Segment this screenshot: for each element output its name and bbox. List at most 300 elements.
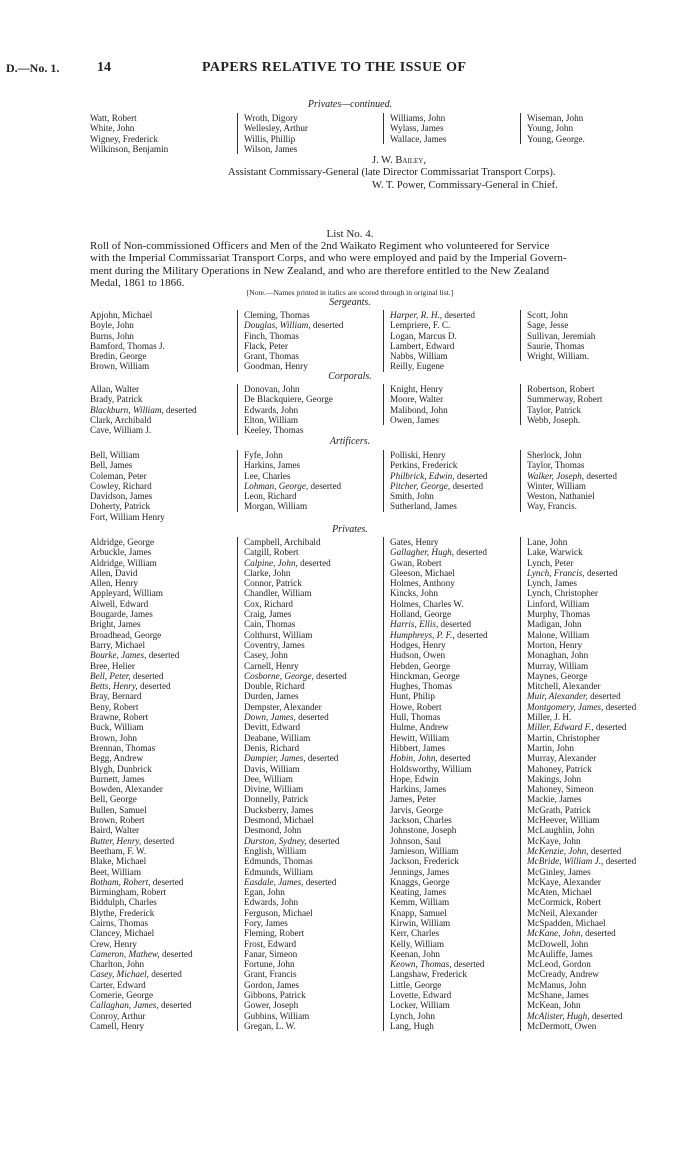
roll-entry [90, 990, 193, 1000]
roll-entry [527, 630, 636, 640]
roll-entry [390, 537, 488, 547]
roll-entry [244, 743, 347, 753]
roll-entry [527, 877, 636, 887]
person-name: Lovette, Edward [390, 990, 452, 1001]
top-block-heading: Privates—continued. [307, 99, 393, 110]
roll-entry [244, 702, 347, 712]
person-name: Sutherland, James [390, 501, 457, 512]
person-name: Carnell, Henry [244, 660, 299, 671]
roll-entry [527, 640, 636, 650]
person-name: Egan, John [244, 887, 285, 898]
roll-entry [244, 341, 344, 351]
roll-entry [527, 113, 585, 123]
roll-entry [244, 471, 341, 481]
roll-entry [390, 877, 488, 887]
person-name: Bullen, Samuel [90, 804, 147, 815]
person-name: Hudson, Owen [390, 650, 446, 661]
roll-entry [90, 794, 193, 804]
person-name: Gwan, Robert [390, 557, 442, 568]
roll-entry [527, 320, 595, 330]
person-name: Charlton, John [90, 959, 145, 970]
roll-entry [390, 825, 488, 835]
status-note: deserted [306, 835, 340, 846]
roll-entry [90, 481, 165, 491]
person-name: Grant, Francis [244, 969, 297, 980]
person-name: Durden, James [244, 691, 299, 702]
person-name: Morton, Henry [527, 639, 583, 650]
roll-entry [390, 415, 448, 425]
roll-entry [527, 491, 617, 501]
roll-entry [527, 578, 636, 588]
person-name: Polliski, Henry [390, 450, 446, 460]
person-name: Keenan, John [390, 948, 441, 959]
roll-entry [390, 671, 488, 681]
roll-entry [527, 405, 602, 415]
person-name: Grant, Thomas [244, 351, 299, 362]
countersignature: W. T. Power, Commissary-General in Chief. [372, 180, 558, 191]
person-name: Cave, William J. [90, 425, 152, 436]
roll-entry [527, 836, 636, 846]
roll-entry [90, 558, 193, 568]
person-name: Gibbons, Patrick [244, 990, 306, 1001]
roll-entry [527, 310, 595, 320]
status-note: deserted [584, 470, 617, 481]
person-name: Kerr, Charles [390, 928, 440, 939]
person-name: Desmond, John [244, 825, 302, 836]
roll-entry [527, 887, 636, 897]
status-note: deserted [593, 722, 627, 733]
roll-entry [244, 928, 347, 938]
roll-entry [244, 460, 341, 470]
person-name: Cain, Thomas [244, 619, 296, 630]
roll-entry [244, 856, 347, 866]
roll-entry [244, 671, 347, 681]
person-name: McCready, Andrew [527, 969, 599, 980]
roll-entry [527, 588, 636, 598]
person-name: Gleeson, Michael [390, 567, 455, 578]
person-name: Lambert, Edward [390, 340, 455, 351]
roll-entry [390, 897, 488, 907]
person-name: Hunt, Philip [390, 691, 435, 702]
person-name: Holdsworthy, William [390, 763, 472, 774]
roll-entry [527, 1021, 636, 1031]
status-note: deserted [450, 480, 484, 491]
person-name: Watt, Robert [90, 113, 137, 123]
person-name: Bowden, Alexander [90, 784, 163, 795]
roll-entry [527, 537, 636, 547]
roll-entry [244, 969, 347, 979]
roll-entry [390, 753, 488, 763]
roll-entry [527, 415, 602, 425]
person-name: Gower, Joseph [244, 1000, 299, 1011]
person-name: Donnelly, Patrick [244, 794, 309, 805]
status-note: deserted [159, 948, 193, 959]
person-name: Jackson, Charles [390, 815, 452, 826]
person-name: Aldridge, George [90, 537, 155, 547]
editorial-note: [Note.—Names printed in italics are scored through in original list.] [246, 288, 454, 297]
person-name: Betts, Henry, [90, 681, 138, 692]
status-note: deserted [305, 753, 339, 764]
roll-entry [90, 619, 193, 629]
roll-entry [390, 588, 488, 598]
roll-entry [390, 460, 487, 470]
roll-entry [527, 331, 595, 341]
person-name: Hodges, Henry [390, 639, 446, 650]
roll-entry [390, 733, 488, 743]
name-column [237, 450, 341, 512]
person-name: Jennings, James [390, 866, 450, 877]
name-column [90, 537, 193, 1031]
intro-line: Medal, 1861 to 1866. [90, 277, 185, 290]
roll-entry [90, 640, 193, 650]
roll-entry [390, 743, 488, 753]
person-name: Apjohn, Michael [90, 310, 153, 320]
roll-entry [390, 856, 488, 866]
person-name: Madigan, John [527, 619, 582, 630]
name-column [237, 537, 347, 1031]
roll-entry [527, 650, 636, 660]
person-name: Crew, Henry [90, 938, 137, 949]
roll-entry [244, 908, 347, 918]
roll-entry [390, 867, 488, 877]
person-name: Arbuckle, James [90, 547, 152, 558]
person-name: Johnstone, Joseph [390, 825, 457, 836]
person-name: Edwards, John [244, 897, 299, 908]
person-name: Perkins, Frederick [390, 460, 458, 471]
person-name: Deabane, William [244, 732, 311, 743]
person-name: Keown, Thomas, [390, 959, 452, 970]
person-name: Harris, Ellis, [390, 619, 439, 630]
name-column [520, 384, 602, 425]
person-name: Aldridge, William [90, 557, 157, 568]
person-name: Blake, Michael [90, 856, 147, 867]
roll-entry [527, 918, 636, 928]
roll-entry [527, 501, 617, 511]
roll-entry [244, 980, 347, 990]
roll-entry [244, 630, 347, 640]
person-name: Gates, Henry [390, 537, 439, 547]
name-column [520, 450, 617, 512]
person-name: Lee, Charles [244, 470, 291, 481]
person-name: Beetham, F. W. [90, 845, 147, 856]
person-name: Buck, William [90, 722, 144, 733]
roll-entry [90, 144, 168, 154]
person-name: Hebden, George [390, 660, 451, 671]
person-name: McHeever, William [527, 815, 600, 826]
status-note: deserted [163, 404, 197, 415]
roll-entry [390, 630, 488, 640]
status-note: deserted [313, 670, 347, 681]
person-name: McAlister, Hugh, [527, 1010, 590, 1021]
person-name: Finch, Thomas [244, 330, 299, 341]
signature-name: J. W. Bailey, [372, 155, 426, 166]
person-name: Douglas, William, [244, 320, 311, 331]
person-name: Coleman, Peter [90, 470, 147, 481]
roll-entry [244, 939, 347, 949]
roll-entry [244, 784, 347, 794]
person-name: English, William [244, 845, 307, 856]
roll-entry [390, 310, 475, 320]
roll-entry [527, 1011, 636, 1021]
person-name: Muir, Alexander, [527, 691, 588, 702]
roll-entry [90, 415, 197, 425]
person-name: Broadhead, George [90, 629, 162, 640]
status-note: deserted [584, 567, 618, 578]
signature-title: Assistant Commissary-General (late Director Commissariat Transport Corps). [228, 167, 556, 178]
roll-entry [390, 681, 488, 691]
person-name: Webb, Joseph. [527, 414, 581, 425]
person-name: Casey, Michael, [90, 969, 149, 980]
roll-entry [90, 712, 193, 722]
roll-entry [390, 691, 488, 701]
roll-entry [90, 450, 165, 460]
person-name: Blackburn, William, [90, 404, 164, 415]
person-name: Jackson, Frederick [390, 856, 459, 867]
person-name: McKenzie, John, [527, 845, 589, 856]
person-name: Down, James, [244, 712, 296, 723]
person-name: Philbrick, Edwin, [390, 470, 455, 481]
name-column [90, 310, 165, 372]
roll-entry [390, 661, 488, 671]
person-name: Dempster, Alexander [244, 701, 322, 712]
roll-entry [390, 501, 487, 511]
roll-entry [527, 959, 636, 969]
person-name: Elton, William [244, 414, 299, 425]
person-name: Wallace, James [390, 133, 447, 144]
roll-entry [90, 825, 193, 835]
roll-entry [90, 568, 193, 578]
roll-entry [390, 471, 487, 481]
roll-entry [90, 733, 193, 743]
roll-entry [390, 1021, 488, 1031]
person-name: Beny, Robert [90, 701, 139, 712]
roll-entry [527, 471, 617, 481]
roll-entry [527, 568, 636, 578]
roll-entry [527, 949, 636, 959]
person-name: McBride, William J., [527, 856, 604, 867]
person-name: Denis, Richard [244, 742, 300, 753]
person-name: Wroth, Digory [244, 113, 298, 123]
roll-entry [90, 722, 193, 732]
roll-entry [244, 123, 308, 133]
roll-entry [527, 619, 636, 629]
person-name: Young, John [527, 123, 574, 134]
person-name: Martin, John [527, 742, 574, 753]
person-name: Donovan, John [244, 384, 300, 394]
person-name: McDowell, John [527, 938, 589, 949]
person-name: Taylor, Thomas [527, 460, 585, 471]
roll-entry [90, 867, 193, 877]
person-name: Murray, William [527, 660, 589, 671]
person-name: Hibbert, James [390, 742, 446, 753]
roll-entry [390, 846, 488, 856]
person-name: Wilson, James [244, 143, 298, 154]
person-name: Connor, Patrick [244, 578, 302, 589]
roll-entry [527, 609, 636, 619]
roll-entry [527, 712, 636, 722]
person-name: Summerway, Robert [527, 394, 603, 405]
person-name: Desmond, Michael [244, 815, 314, 826]
person-name: Willis, Phillip [244, 133, 296, 144]
status-note: deserted [442, 310, 475, 320]
status-note: deserted [437, 753, 471, 764]
person-name: Gallagher, Hugh, [390, 547, 455, 558]
person-name: Humphreys, P. F., [390, 629, 455, 640]
roll-entry [390, 764, 488, 774]
person-name: McCormick, Robert [527, 897, 601, 908]
corporals-heading: Corporals. [328, 371, 372, 382]
roll-entry [390, 980, 488, 990]
roll-entry [390, 123, 446, 133]
person-name: Malibond, John [390, 404, 448, 415]
roll-entry [244, 722, 347, 732]
person-name: Winter, William [527, 480, 586, 491]
person-name: McManus, John [527, 979, 587, 990]
person-name: Lynch, James [527, 578, 578, 589]
roll-entry [527, 671, 636, 681]
person-name: Bell, Peter, [90, 670, 131, 681]
person-name: Appleyard, William [90, 588, 163, 599]
roll-entry [90, 743, 193, 753]
person-name: Fory, James [244, 917, 288, 928]
person-name: Linford, William [527, 598, 590, 609]
roll-entry [390, 320, 475, 330]
roll-entry [390, 918, 488, 928]
person-name: Bourke, James, [90, 650, 147, 661]
person-name: Sherlock, John [527, 450, 582, 460]
roll-entry [390, 650, 488, 660]
person-name: Ferguson, Michael [244, 907, 313, 918]
roll-entry [244, 825, 347, 835]
roll-entry [390, 702, 488, 712]
roll-entry [244, 619, 347, 629]
roll-entry [390, 351, 475, 361]
person-name: Baird, Walter [90, 825, 140, 836]
person-name: Beet, William [90, 866, 142, 877]
roll-entry [244, 764, 347, 774]
roll-entry [390, 836, 488, 846]
roll-entry [90, 425, 197, 435]
roll-entry [244, 450, 341, 460]
person-name: Doherty, Patrick [90, 501, 151, 512]
roll-entry [390, 405, 448, 415]
person-name: McLeod, Gordon [527, 959, 591, 970]
person-name: Blygh, Dunbrick [90, 763, 152, 774]
name-column [237, 310, 344, 372]
roll-entry [390, 887, 488, 897]
person-name: Allan, Walter [90, 384, 140, 394]
roll-entry [527, 394, 602, 404]
roll-entry [244, 959, 347, 969]
person-name: Fortune, John [244, 959, 295, 970]
roll-entry [244, 691, 347, 701]
roll-entry [90, 846, 193, 856]
person-name: Hope, Edwin [390, 773, 439, 784]
roll-entry [244, 733, 347, 743]
roll-entry [527, 815, 636, 825]
person-name: Howe, Robert [390, 701, 442, 712]
roll-entry [244, 568, 347, 578]
roll-entry [90, 1021, 193, 1031]
status-note: deserted [603, 701, 637, 712]
roll-entry [90, 320, 165, 330]
roll-entry [527, 599, 636, 609]
roll-entry [527, 939, 636, 949]
person-name: Hulme, Andrew [390, 722, 449, 733]
roll-entry [90, 588, 193, 598]
person-name: Alwell, Edward [90, 598, 149, 609]
roll-entry [244, 384, 333, 394]
intro-line: ment during the Military Operations in New Zealand, and who are therefore entitled to the New Zealand [90, 264, 550, 277]
roll-entry [390, 794, 488, 804]
person-name: Taylor, Patrick [527, 404, 582, 415]
roll-entry [90, 702, 193, 712]
roll-entry [244, 415, 333, 425]
person-name: McSpadden, Michael [527, 917, 606, 928]
status-note: deserted [588, 845, 622, 856]
roll-entry [90, 384, 197, 394]
person-name: Double, Richard [244, 681, 305, 692]
person-name: Edmunds, Thomas [244, 856, 313, 867]
roll-entry [527, 450, 617, 460]
artificers-heading: Artificers. [329, 436, 371, 447]
roll-entry [390, 558, 488, 568]
person-name: Scott, John [527, 310, 568, 320]
person-name: Saurie, Thomas [527, 340, 585, 351]
status-note: deserted [130, 670, 164, 681]
person-name: Holland, George [390, 609, 452, 620]
person-name: Cairns, Thomas [90, 917, 149, 928]
person-name: Lane, John [527, 537, 568, 547]
roll-entry [244, 640, 347, 650]
person-name: Bree, Helier [90, 660, 135, 671]
person-name: Miller, J. H. [527, 712, 572, 723]
person-name: Kelly, William [390, 938, 444, 949]
person-name: Cleming, Thomas [244, 310, 310, 320]
person-name: Gregan, L. W. [244, 1020, 296, 1031]
person-name: Allen, Henry [90, 578, 138, 589]
person-name: Easdale, James, [244, 876, 304, 887]
roll-entry [90, 671, 193, 681]
roll-entry [244, 990, 347, 1000]
roll-entry [244, 351, 344, 361]
person-name: Brown, Robert [90, 815, 145, 826]
roll-entry [244, 846, 347, 856]
name-column [383, 537, 488, 1031]
roll-entry [527, 969, 636, 979]
person-name: Cox, Richard [244, 598, 293, 609]
person-name: Chandler, William [244, 588, 312, 599]
person-name: Hinckman, George [390, 670, 460, 681]
status-note: deserted [603, 856, 637, 867]
roll-entry [390, 774, 488, 784]
person-name: Biddulph, Charles [90, 897, 157, 908]
person-name: Durston, Sydney, [244, 835, 307, 846]
roll-entry [527, 867, 636, 877]
name-column [520, 113, 585, 144]
person-name: McLaughlin, John [527, 825, 595, 836]
person-name: Edmunds, William [244, 866, 313, 877]
person-name: Edwards, John [244, 404, 299, 415]
roll-entry [90, 650, 193, 660]
person-name: Jarvis, George [390, 804, 443, 815]
person-name: McNeil, Alexander [527, 907, 598, 918]
roll-entry [527, 794, 636, 804]
roll-entry [390, 1000, 488, 1010]
person-name: Colthurst, William [244, 629, 313, 640]
person-name: White, John [90, 123, 135, 134]
person-name: Gordon, James [244, 979, 300, 990]
